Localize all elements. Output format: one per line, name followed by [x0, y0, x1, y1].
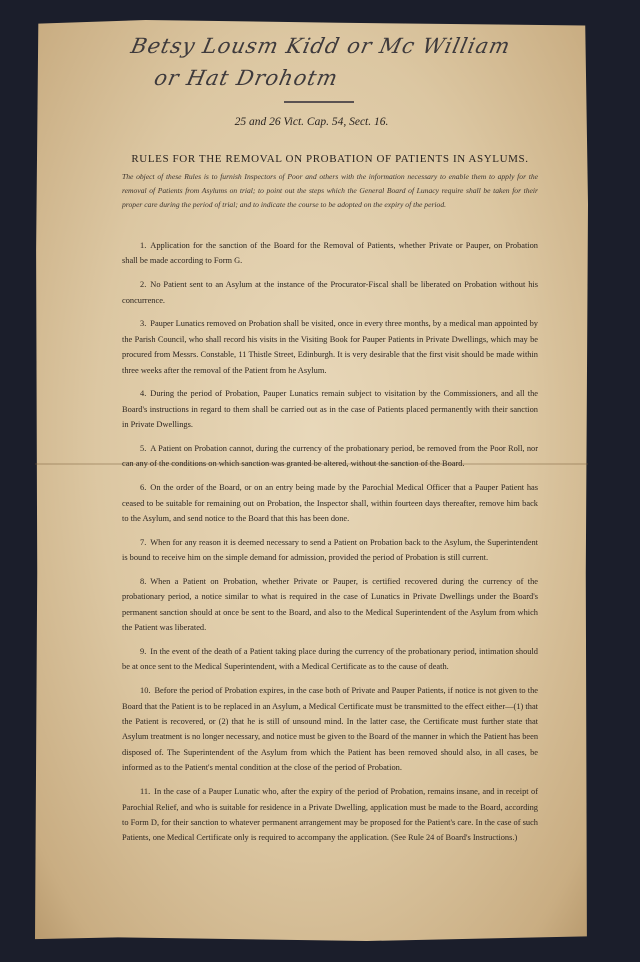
rule-text: In the event of the death of a Patient taking place during the currency of the probationary period, intimation should be at once sent to the Medical Superintendent, with a Medical Certificate as to the cause of death.: [122, 647, 538, 672]
rule-number: 9.: [140, 647, 147, 657]
rule-text: During the period of Probation, Pauper Lunatics remain subject to visitation by the Commissioners, and all the Board's instructions in regard to them shall be carried out as in the case of Patients placed permanently with their sanction in Private Dwellings.: [122, 389, 538, 430]
statute-reference: 25 and 26 Vict. Cap. 54, Sect. 16.: [234, 116, 389, 128]
document-title: RULES FOR THE REMOVAL ON PROBATION OF PATIENTS IN ASYLUMS.: [131, 153, 529, 165]
rule-paragraph: [122, 574, 538, 636]
rule-number: 8.: [140, 577, 147, 587]
rule-text: Pauper Lunatics removed on Probation shall be visited, once in every three months, by a medical man appointed by the Parish Council, who shall record his visits in the Visiting Book for Pauper Patients in Private Dwellings, which may be procured from Messrs. Constable, 11 Thistle Street, Edinburgh. It is very desirable that the first visit should be made within three weeks after the removal of the Patient from he Asylum.: [122, 319, 538, 375]
rule-number: 2.: [140, 280, 147, 290]
rules-list: [122, 238, 538, 854]
rule-paragraph: [122, 277, 538, 308]
rule-paragraph: [122, 441, 538, 472]
rule-paragraph: [122, 316, 538, 378]
handwritten-underline: [284, 101, 354, 103]
rule-text: Application for the sanction of the Board for the Removal of Patients, whether Private or Pauper, on Probation shall be made according to Form G.: [122, 241, 538, 266]
rule-number: 5.: [140, 444, 147, 454]
rule-paragraph: [122, 784, 538, 846]
handwritten-annotation: [121, 30, 575, 94]
rule-text: Before the period of Probation expires, in the case both of Private and Pauper Patients, if notice is not given to the Board that the Patient is to be replaced in an Asylum, a Medical Certificate must be transmitted to the effect either—(1) that the Patient is recovered, or (2) that he is still of unsound mind. In the latter case, the Certificate must further state that Asylum treatment is no longer necessary, and notice must be given to the Board of the manner in which the Patient has been disposed of. The Superintendent of the Asylum from which the Patient has been removed should also, in all cases, be informed as to the Patient's mental condition at the close of the period of Probation.: [122, 686, 539, 773]
rule-number: 11.: [140, 787, 151, 797]
rule-text: In the case of a Pauper Lunatic who, after the expiry of the period of Probation, remains insane, and in receipt of Parochial Relief, and who is suitable for residence in a Private Dwelling, application must be made to the Board, according to Form D, for their sanction to whatever permanent arrangement may be proposed for the Patient's care. In the case of such Patients, one Medical Certificate only is required to accompany the application. (See Rule 24 of Board's Instructions.): [122, 787, 538, 843]
rule-text: When a Patient on Probation, whether Private or Pauper, is certified recovered during the currency of the probationary period, a notice similar to what is required in the case of Lunatics in Private Dwellings under the Board's permanent sanction should at once be sent to the Board, and also to the Medical Superintendent of the Asylum from which the Patient was liberated.: [122, 577, 538, 633]
rule-number: 7.: [140, 537, 147, 547]
rule-number: 3.: [140, 319, 147, 329]
rule-number: 10.: [140, 686, 151, 696]
rule-paragraph: [122, 386, 538, 432]
rule-text: No Patient sent to an Asylum at the instance of the Procurator-Fiscal shall be liberated on Probation without his concurrence.: [122, 280, 538, 305]
rule-number: 6.: [140, 483, 147, 493]
rule-paragraph: [122, 480, 538, 526]
rule-paragraph: [122, 683, 538, 775]
handwritten-line-1: Betsy Lousm Kidd or Mc William: [128, 34, 513, 58]
rule-number: 1.: [140, 241, 147, 250]
rule-paragraph: [122, 238, 538, 269]
rule-number: 4.: [140, 389, 147, 399]
rule-text: On the order of the Board, or on an entry being made by the Parochial Medical Officer that a Pauper Patient has ceased to be suitable for remaining out on Probation, the Inspector shall, within fourteen days thereafter, remove him back to the Asylum, and send notice to the Board that this has been done.: [122, 483, 538, 524]
rule-paragraph: [122, 535, 538, 566]
rule-text: When for any reason it is deemed necessary to send a Patient on Probation back to the Asylum, the Superintendent is bound to receive him on the simple demand for admission, provided the period of Probation is still current.: [122, 537, 538, 563]
rule-paragraph: [122, 644, 538, 675]
preamble: The object of these Rules is to furnish Inspectors of Poor and others with the information necessary to enable them to apply for the removal of Patients from Asylums on trial; to point out the steps which the General Board of Lunacy require shall be taken for their proper care during the period of trial; and to indicate the course to be adopted on the expiry of the period.: [122, 172, 538, 210]
rule-text: A Patient on Probation cannot, during the currency of the probationary period, be removed from the Poor Roll, nor can any of the conditions on which sanction was granted be altered, without the sanction of the Board.: [122, 444, 538, 469]
handwritten-line-2: or Hat Drohotm: [152, 66, 341, 90]
